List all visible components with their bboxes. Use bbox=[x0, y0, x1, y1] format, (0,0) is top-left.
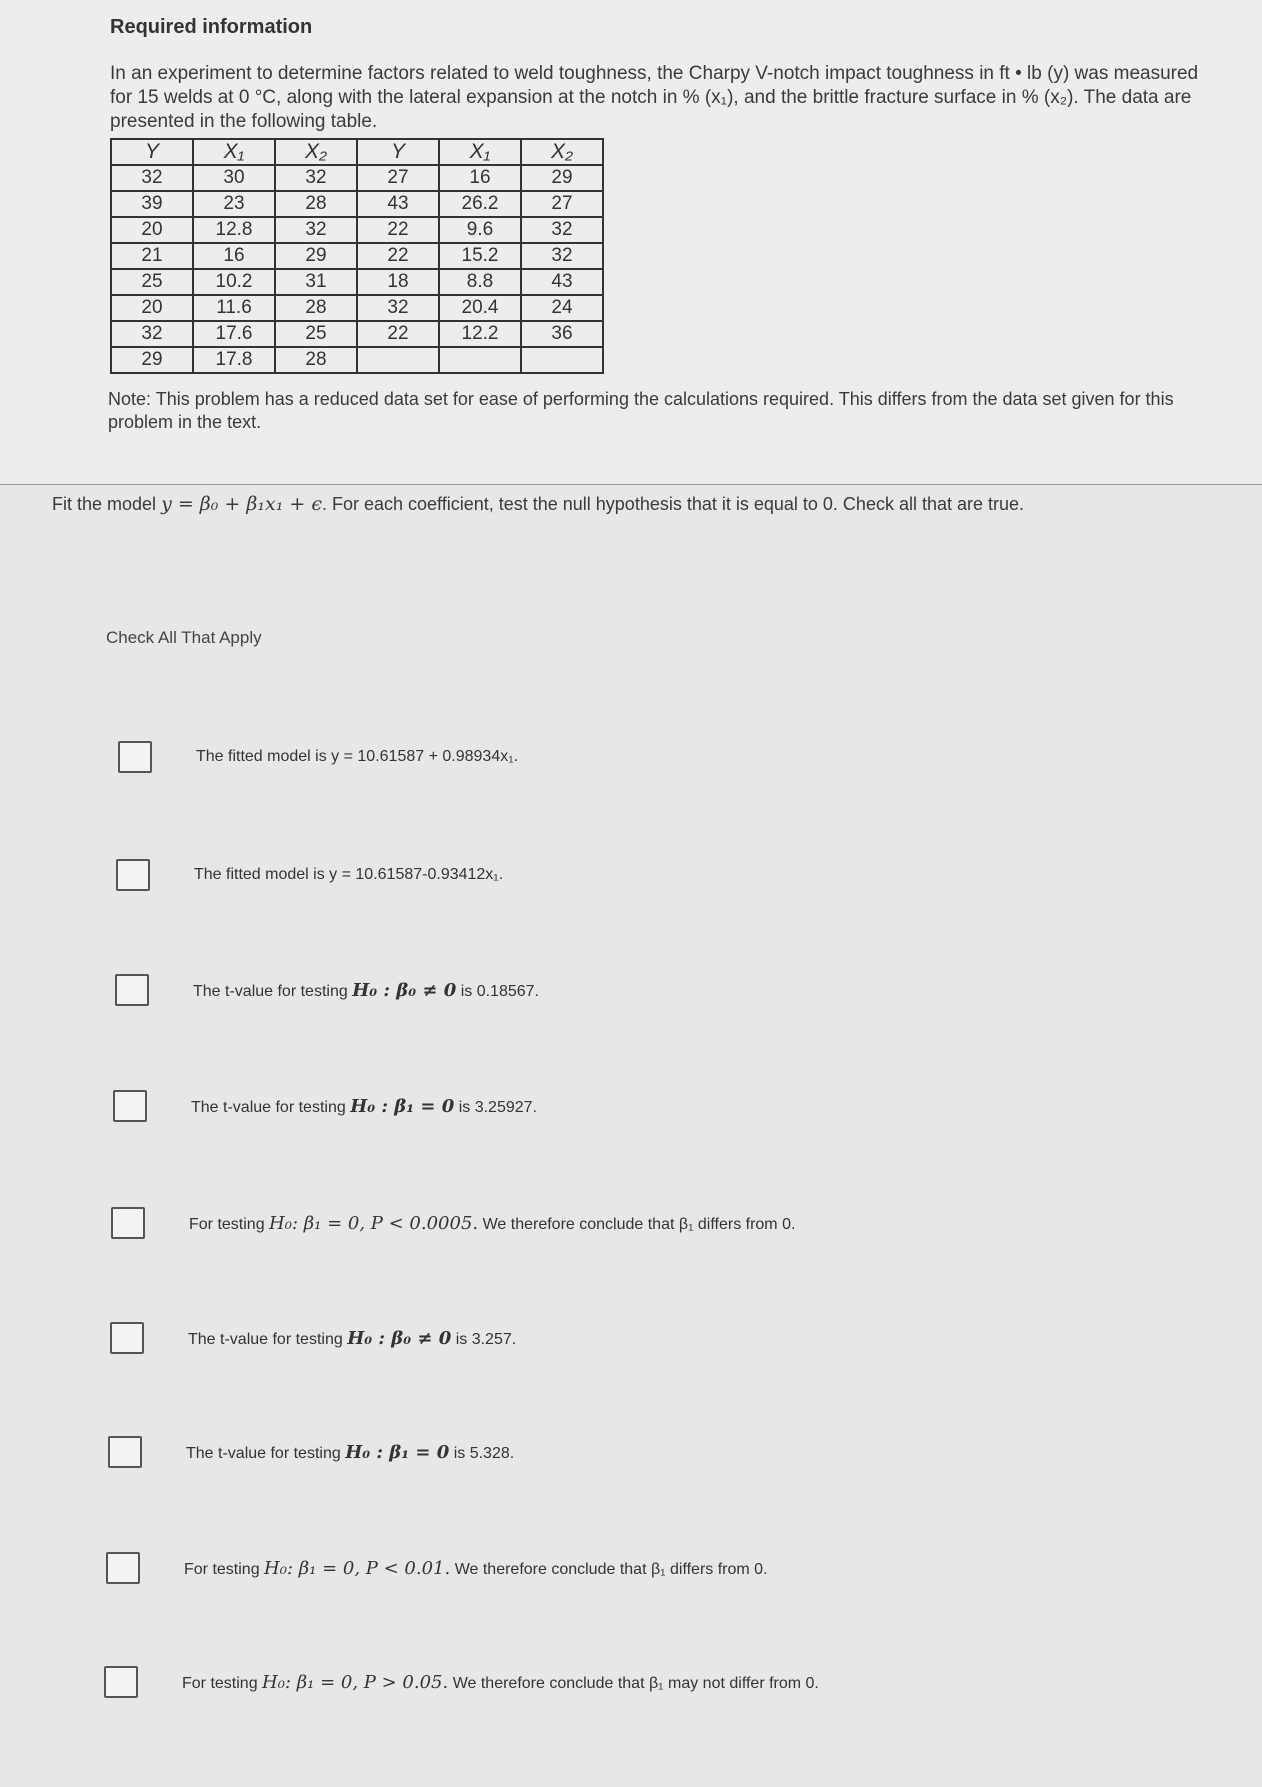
option-checkbox[interactable] bbox=[106, 1552, 140, 1584]
table-cell: 11.6 bbox=[193, 295, 275, 321]
option-text-post: is 5.328. bbox=[453, 1444, 515, 1462]
table-cell: 17.6 bbox=[193, 321, 275, 347]
option-math: H₀: β₁ = 0, P > 0.05. bbox=[262, 1671, 449, 1693]
option-text-post: We therefore conclude that β₁ may not differ from 0. bbox=[452, 1674, 819, 1692]
option-text-pre: For testing bbox=[182, 1674, 258, 1692]
table-cell: 20 bbox=[111, 217, 193, 243]
header-y-1: Y bbox=[111, 139, 193, 165]
option-checkbox[interactable] bbox=[108, 1436, 142, 1468]
note-text: Note: This problem has a reduced data set for ease of performing the calculations required. This differs from the data set given for this problem in the text. bbox=[108, 389, 1174, 432]
table-cell: 16 bbox=[193, 243, 275, 269]
table-cell: 24 bbox=[521, 295, 603, 321]
table-cell: 25 bbox=[111, 269, 193, 295]
table-cell: 32 bbox=[275, 217, 357, 243]
table-cell: 32 bbox=[111, 165, 193, 191]
option-text: The fitted model is y = 10.61587-0.93412x₁. bbox=[194, 866, 504, 883]
header-x2-1: X₂ bbox=[275, 139, 357, 165]
section-title: Required information bbox=[110, 16, 313, 38]
table-row bbox=[111, 165, 603, 191]
table-cell: 12.2 bbox=[439, 321, 521, 347]
table-cell: 17.8 bbox=[193, 347, 275, 373]
table-cell: 36 bbox=[521, 321, 603, 347]
table-cell: 21 bbox=[111, 243, 193, 269]
table-cell: 39 bbox=[111, 191, 193, 217]
option-math: H₀ : β₁ = 0 bbox=[350, 1095, 455, 1117]
table-cell: 22 bbox=[357, 243, 439, 269]
table-cell: 29 bbox=[275, 243, 357, 269]
table-cell: 15.2 bbox=[439, 243, 521, 269]
header-y-2: Y bbox=[357, 139, 439, 165]
option-text-pre: The t-value for testing bbox=[191, 1098, 346, 1116]
table-row bbox=[111, 269, 603, 295]
option-8[interactable] bbox=[106, 1548, 768, 1588]
option-text-post: We therefore conclude that β₁ differs from 0. bbox=[482, 1215, 796, 1233]
table-cell: 8.8 bbox=[439, 269, 521, 295]
table-cell: 25 bbox=[275, 321, 357, 347]
table-cell: 20.4 bbox=[439, 295, 521, 321]
table-cell: 31 bbox=[275, 269, 357, 295]
option-4[interactable] bbox=[113, 1086, 537, 1126]
table-cell: 32 bbox=[111, 321, 193, 347]
table-cell: 28 bbox=[275, 347, 357, 373]
option-checkbox[interactable] bbox=[104, 1666, 138, 1698]
option-1[interactable] bbox=[118, 737, 518, 777]
table-cell: 29 bbox=[521, 165, 603, 191]
table-row bbox=[111, 217, 603, 243]
table-cell: 43 bbox=[521, 269, 603, 295]
table-cell: 20 bbox=[111, 295, 193, 321]
table-cell: 32 bbox=[521, 217, 603, 243]
option-text-post: is 3.25927. bbox=[458, 1098, 537, 1116]
option-math: H₀ : β₀ ≠ 0 bbox=[347, 1327, 452, 1349]
option-5[interactable] bbox=[111, 1203, 795, 1243]
table-cell: 27 bbox=[521, 191, 603, 217]
table-cell: 32 bbox=[275, 165, 357, 191]
option-text-post: is 3.257. bbox=[455, 1330, 517, 1348]
option-checkbox[interactable] bbox=[111, 1207, 145, 1239]
table-cell bbox=[357, 347, 439, 373]
table-row bbox=[111, 295, 603, 321]
option-math: H₀: β₁ = 0, P < 0.0005. bbox=[269, 1212, 479, 1234]
table-header-row bbox=[111, 139, 603, 165]
option-text-post: is 0.18567. bbox=[460, 982, 539, 1000]
option-text-pre: The t-value for testing bbox=[193, 982, 348, 1000]
option-checkbox[interactable] bbox=[110, 1322, 144, 1354]
table-cell: 28 bbox=[275, 295, 357, 321]
option-6[interactable] bbox=[110, 1318, 516, 1358]
table-cell bbox=[521, 347, 603, 373]
question-prefix: Fit the model bbox=[52, 494, 157, 514]
option-checkbox[interactable] bbox=[115, 974, 149, 1006]
data-table bbox=[110, 138, 604, 374]
table-cell: 30 bbox=[193, 165, 275, 191]
table-cell: 23 bbox=[193, 191, 275, 217]
option-checkbox[interactable] bbox=[116, 859, 150, 891]
table-cell: 9.6 bbox=[439, 217, 521, 243]
option-text-pre: For testing bbox=[184, 1560, 260, 1578]
table-cell: 29 bbox=[111, 347, 193, 373]
table-row bbox=[111, 321, 603, 347]
option-text-pre: The t-value for testing bbox=[186, 1444, 341, 1462]
question-text bbox=[52, 493, 1232, 515]
check-all-label: Check All That Apply bbox=[106, 628, 262, 647]
table-cell: 22 bbox=[357, 321, 439, 347]
option-7[interactable] bbox=[108, 1432, 514, 1472]
table-row bbox=[111, 191, 603, 217]
header-x1-2: X₁ bbox=[439, 139, 521, 165]
table-cell: 43 bbox=[357, 191, 439, 217]
intro-text: In an experiment to determine factors related to weld toughness, the Charpy V-notch impact toughness in ft • lb (y) was measured for 15 welds at 0 °C, along with the lateral expansion at the notch in % (x₁), and the brittle fracture surface in % (x₂). The data are presented in the following table. bbox=[110, 63, 1199, 132]
option-text-pre: The t-value for testing bbox=[188, 1330, 343, 1348]
table-cell: 18 bbox=[357, 269, 439, 295]
table-cell: 12.8 bbox=[193, 217, 275, 243]
option-math: H₀: β₁ = 0, P < 0.01. bbox=[264, 1557, 451, 1579]
option-9[interactable] bbox=[104, 1662, 819, 1702]
option-math: H₀ : β₁ = 0 bbox=[345, 1441, 450, 1463]
option-3[interactable] bbox=[115, 970, 539, 1010]
option-2[interactable] bbox=[116, 855, 503, 895]
option-text-post: We therefore conclude that β₁ differs from 0. bbox=[454, 1560, 768, 1578]
table-cell bbox=[439, 347, 521, 373]
option-text-pre: For testing bbox=[189, 1215, 265, 1233]
table-cell: 22 bbox=[357, 217, 439, 243]
table-cell: 28 bbox=[275, 191, 357, 217]
model-equation: y = β₀ + β₁x₁ + ϵ bbox=[161, 493, 322, 515]
table-cell: 16 bbox=[439, 165, 521, 191]
table-cell: 32 bbox=[357, 295, 439, 321]
table-cell: 27 bbox=[357, 165, 439, 191]
header-x2-2: X₂ bbox=[521, 139, 603, 165]
option-text: The fitted model is y = 10.61587 + 0.98934x₁. bbox=[196, 748, 519, 765]
table-row bbox=[111, 243, 603, 269]
option-math: H₀ : β₀ ≠ 0 bbox=[352, 979, 457, 1001]
option-checkbox[interactable] bbox=[113, 1090, 147, 1122]
table-row bbox=[111, 347, 603, 373]
option-checkbox[interactable] bbox=[118, 741, 152, 773]
table-cell: 26.2 bbox=[439, 191, 521, 217]
table-cell: 32 bbox=[521, 243, 603, 269]
required-information-panel bbox=[0, 0, 1262, 485]
header-x1-1: X₁ bbox=[193, 139, 275, 165]
question-suffix: . For each coefficient, test the null hypothesis that it is equal to 0. Check all that are true. bbox=[321, 494, 1025, 514]
table-cell: 10.2 bbox=[193, 269, 275, 295]
